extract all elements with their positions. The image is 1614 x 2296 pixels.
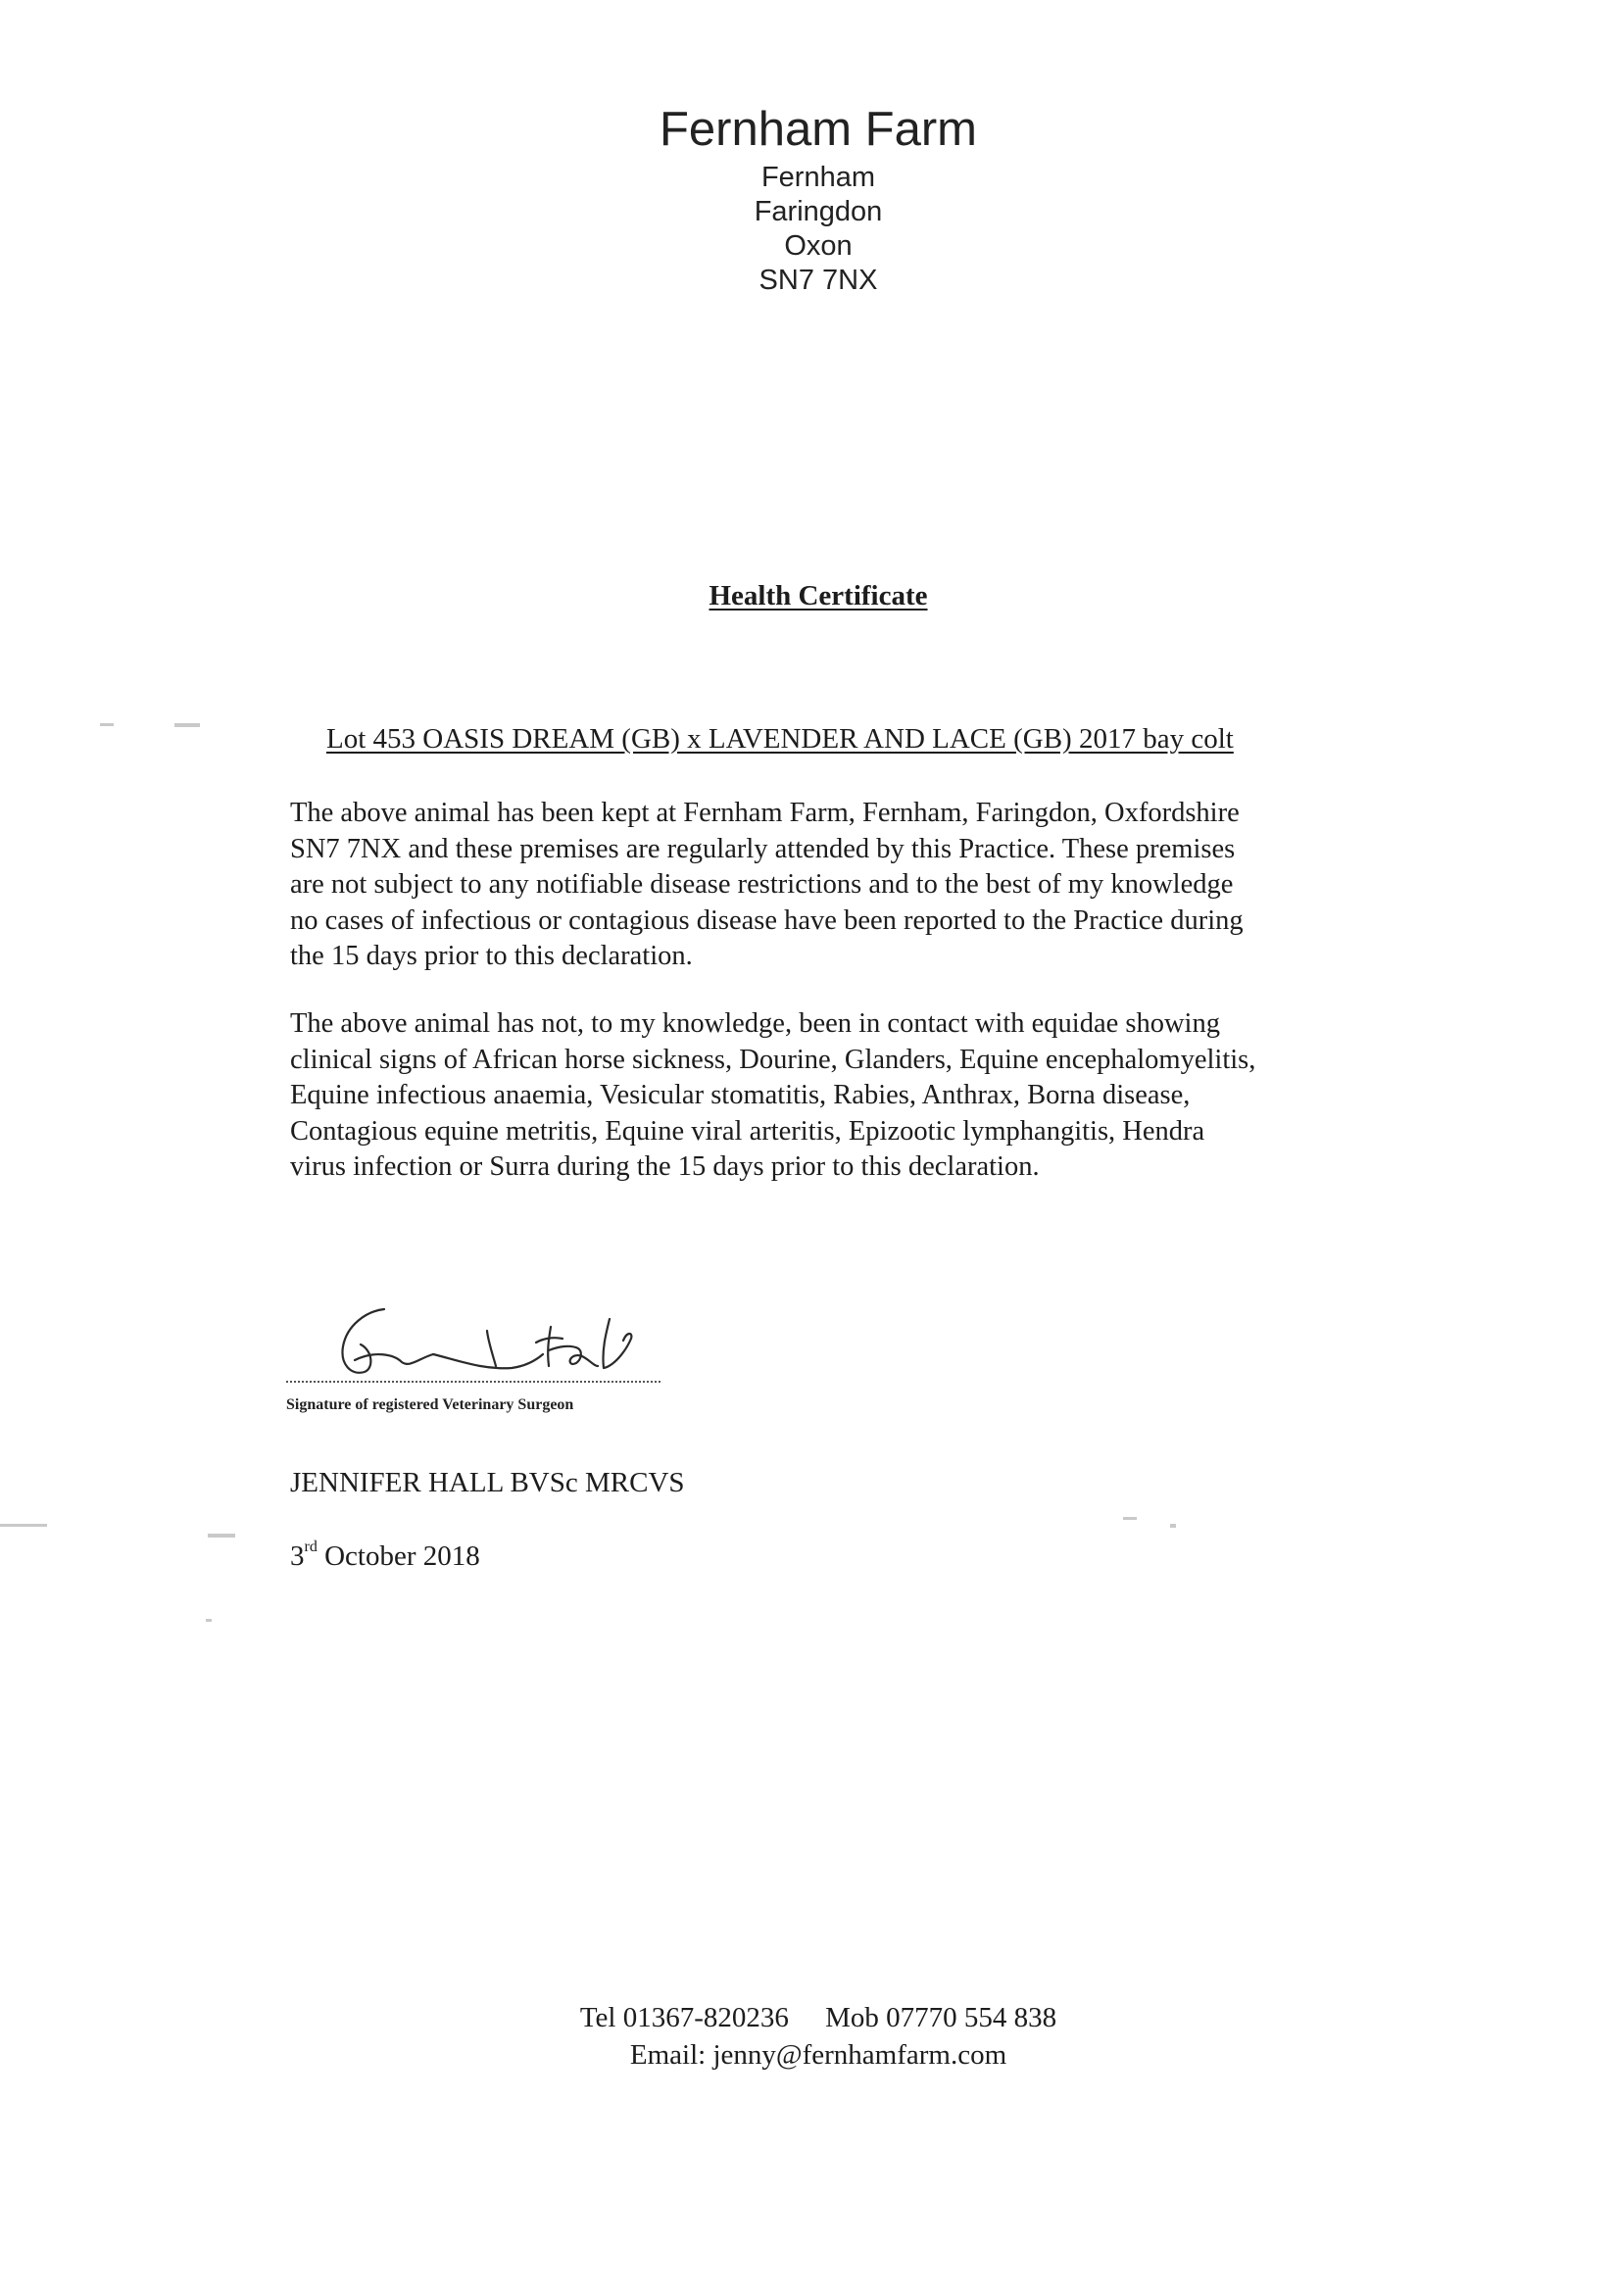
lot-description: Lot 453 OASIS DREAM (GB) x LAVENDER AND LACE (GB) 2017 bay colt (326, 723, 1234, 755)
signature-block (286, 1292, 668, 1414)
address-line: Faringdon (754, 196, 883, 227)
tel-number: 01367-820236 (622, 2002, 789, 2033)
date-day: 3 (290, 1540, 305, 1572)
signature-line (286, 1381, 660, 1383)
mob-number: 07770 554 838 (886, 2002, 1057, 2033)
mob-label: Mob (825, 2002, 879, 2033)
scan-speck (100, 723, 114, 726)
paragraph-line: The above animal has been kept at Fernham Farm, Fernham, Faringdon, Oxfordshire (290, 798, 1240, 828)
address-line: Oxon (784, 230, 853, 262)
farm-name: Fernham Farm (659, 103, 977, 156)
paragraph-line: clinical signs of African horse sickness, Dourine, Glanders, Equine encephalomyelitis, (290, 1044, 1256, 1075)
scan-speck (208, 1534, 235, 1538)
scan-speck (1170, 1524, 1176, 1528)
address-line: SN7 7NX (758, 265, 878, 296)
document-title: Health Certificate (709, 580, 928, 611)
signature-caption: Signature of registered Veterinary Surgeon (286, 1396, 574, 1413)
paragraph-line: no cases of infectious or contagious disease have been reported to the Practice during (290, 904, 1244, 936)
date-suffix: rd (304, 1539, 318, 1555)
letterhead (0, 98, 1614, 298)
paragraph-line: virus infection or Surra during the 15 days prior to this declaration. (290, 1151, 1040, 1182)
scan-speck (206, 1619, 212, 1622)
paragraph-line: Contagious equine metritis, Equine viral arteritis, Epizootic lymphangitis, Hendra (290, 1115, 1205, 1147)
email-address: jenny@fernhamfarm.com (712, 2039, 1007, 2071)
vet-name: JENNIFER HALL BVSc MRCVS (290, 1467, 685, 1498)
email-label: Email: (629, 2039, 707, 2071)
email-line (0, 2036, 1614, 2074)
scan-speck (174, 723, 200, 727)
declaration-paragraph (290, 796, 1358, 975)
certificate-date (290, 1539, 480, 1573)
paragraph-line: SN7 7NX and these premises are regularly attended by this Practice. These premises (290, 833, 1236, 864)
tel-label: Tel (579, 2002, 616, 2033)
date-month-year: October 2018 (324, 1540, 480, 1572)
address-line: Fernham (760, 162, 876, 193)
paragraph-line: are not subject to any notifiable disease restrictions and to the best of my knowledge (290, 869, 1234, 900)
paragraph-line: Equine infectious anaemia, Vesicular stomatitis, Rabies, Anthrax, Borna disease, (290, 1080, 1191, 1110)
contact-footer (0, 1999, 1614, 2074)
paragraph-line: the 15 days prior to this declaration. (290, 941, 693, 971)
handwritten-signature (286, 1292, 659, 1385)
scan-speck (0, 1524, 47, 1527)
phone-line (0, 1999, 1614, 2036)
disease-contact-paragraph (290, 1006, 1358, 1186)
paragraph-line: The above animal has not, to my knowledge, been in contact with equidae showing (290, 1008, 1220, 1039)
scan-speck (1123, 1517, 1137, 1520)
